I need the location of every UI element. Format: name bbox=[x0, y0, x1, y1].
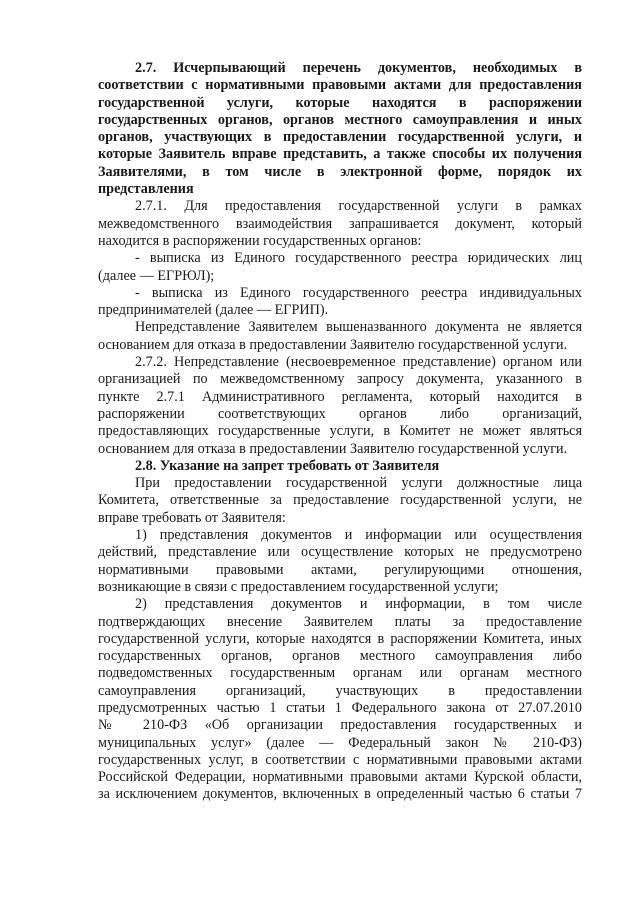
paragraph-line: Российской Федерации, нормативными правовыми актами Курской области, bbox=[98, 769, 582, 786]
heading-line: которые Заявитель вправе представить, а также способы их получения bbox=[98, 146, 582, 163]
paragraph-line: находится в распоряжении государственных органов: bbox=[98, 232, 422, 249]
paragraph-line: организацией по межведомственному запросу документа, указанного в bbox=[98, 371, 582, 388]
bullet-egrip bbox=[98, 285, 582, 320]
paragraph-line: государственных услуг, в соответствии с нормативными правовыми актами bbox=[98, 751, 582, 768]
paragraph-line: Комитета, ответственные за предоставление государственной услуги, не bbox=[98, 492, 582, 509]
paragraph-line: - выписка из Единого государственного реестра индивидуальных bbox=[135, 284, 582, 301]
paragraph-line: муниципальных услуг» (далее — Федеральный закон № 210-ФЗ) bbox=[98, 734, 582, 751]
paragraph-2-7-2 bbox=[98, 354, 582, 458]
paragraph-line: распоряжении соответствующих органов либо организаций, bbox=[98, 405, 582, 422]
paragraph-line: межведомственного взаимодействия запрашивается документ, который bbox=[98, 215, 582, 232]
paragraph-line: возникающие в связи с предоставлением государственной услуги; bbox=[98, 578, 499, 595]
heading-line: соответствии с нормативными правовыми актами для предоставления bbox=[98, 77, 582, 94]
heading-line: государственной услуги, которые находятся в распоряжении bbox=[98, 94, 582, 111]
paragraph-line: нормативными правовыми актами, регулирующими отношения, bbox=[98, 561, 582, 578]
paragraph-line: действий, представление или осуществление которых не предусмотрено bbox=[98, 544, 582, 561]
list-item-1 bbox=[98, 527, 582, 596]
paragraph-line: за исключением документов, включенных в определенный частью 6 статьи 7 bbox=[98, 786, 582, 803]
paragraph-2-7-1 bbox=[98, 198, 582, 250]
paragraph-line: Непредставление Заявителем вышеназванного документа не является bbox=[135, 319, 582, 336]
paragraph-line: основанием для отказа в предоставлении Заявителю государственной услуги. bbox=[98, 336, 568, 353]
paragraph-line: При предоставлении государственной услуги должностные лица bbox=[135, 475, 582, 492]
paragraph-line: подведомственных государственным органам или органам местного bbox=[98, 665, 582, 682]
heading-line: 2.7. Исчерпывающий перечень документов, необходимых в bbox=[135, 60, 582, 76]
paragraph-2-8-intro bbox=[98, 475, 582, 527]
paragraph-line: государственной услуги, которые находятся в распоряжении Комитета, иных bbox=[98, 630, 582, 647]
bullet-egrul bbox=[98, 250, 582, 285]
heading-line: Заявителями, в том числе в электронной форме, порядок их bbox=[98, 163, 582, 180]
paragraph-line: самоуправления организаций, участвующих в предоставлении bbox=[98, 682, 582, 699]
section-2-7-heading bbox=[98, 60, 582, 198]
paragraph-line: государственных органов, органов местного самоуправления либо bbox=[98, 648, 582, 665]
section-2-8-heading: 2.8. Указание на запрет требовать от Заявителя bbox=[135, 457, 440, 474]
paragraph-line: 2) представления документов и информации, в том числе bbox=[135, 596, 582, 613]
paragraph-line: подтверждающих внесение Заявителем платы за предоставление bbox=[98, 613, 582, 630]
heading-line: государственных органов, органов местного самоуправления и иных bbox=[98, 111, 582, 128]
paragraph-line: предусмотренных частью 1 статьи 1 Федерального закона от 27.07.2010 bbox=[98, 699, 582, 716]
paragraph-line: 1) представления документов и информации или осуществления bbox=[135, 527, 582, 544]
paragraph-line: пункте 2.7.1 Административного регламента, который находится в bbox=[98, 388, 582, 405]
heading-line: органов, участвующих в предоставлении государственной услуги, и bbox=[98, 129, 582, 146]
paragraph-line: (далее — ЕГРЮЛ); bbox=[98, 267, 215, 284]
paragraph-nepredstavlenie bbox=[98, 319, 582, 354]
paragraph-line: вправе требовать от Заявителя: bbox=[98, 509, 286, 526]
paragraph-line: № 210-ФЗ «Об организации предоставления государственных и bbox=[98, 717, 582, 734]
paragraph-line: предоставляющих государственные услуги, в Комитет не может являться bbox=[98, 423, 582, 440]
heading-line: представления bbox=[98, 181, 194, 198]
paragraph-line: - выписка из Единого государственного реестра юридических лиц bbox=[135, 250, 582, 267]
list-item-2 bbox=[98, 596, 582, 804]
paragraph-line: основанием для отказа в предоставлении Заявителю государственной услуги. bbox=[98, 440, 568, 457]
paragraph-line: 2.7.1. Для предоставления государственной услуги в рамках bbox=[135, 198, 582, 215]
paragraph-line: 2.7.2. Непредставление (несвоевременное представление) органом или bbox=[135, 354, 582, 371]
paragraph-line: предпринимателей (далее — ЕГРИП). bbox=[98, 302, 329, 319]
